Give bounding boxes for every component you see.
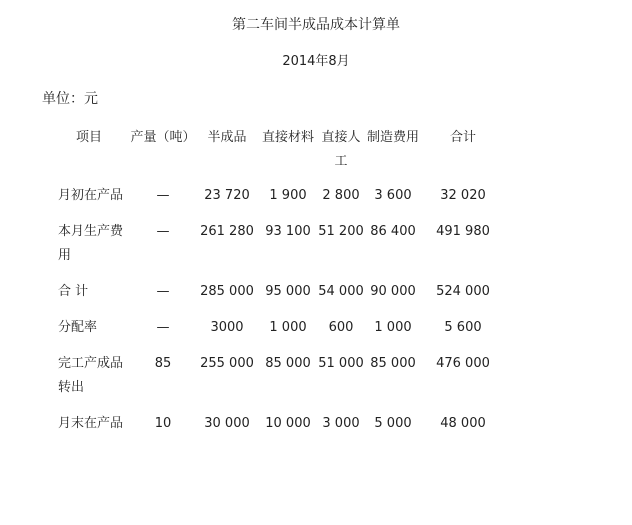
column-header-direct-labor: 直接人工 — [321, 130, 361, 169]
unit-label: 单位：元 — [42, 91, 98, 107]
overhead-cell: 3 600 — [374, 188, 412, 203]
total-cell: 48 000 — [440, 416, 486, 431]
direct-materials-cell: 1 000 — [269, 320, 307, 335]
semi-finished-cell: 23 720 — [204, 188, 250, 203]
direct-materials-cell: 93 100 — [265, 224, 311, 239]
overhead-cell: 1 000 — [374, 320, 412, 335]
header-row — [48, 126, 504, 180]
column-header-manufacturing-overhead: 制造费用 — [366, 130, 419, 145]
overhead-cell: 86 400 — [370, 224, 416, 239]
total-cell: 524 000 — [436, 284, 490, 299]
column-header-direct-materials: 直接材料 — [261, 130, 314, 145]
quantity-cell: — — [156, 320, 170, 335]
quantity-cell: 10 — [154, 416, 172, 431]
column-header-quantity: 产量（吨） — [130, 130, 196, 145]
document-title: 第二车间半成品成本计算单 — [232, 17, 400, 33]
total-cell: 491 980 — [436, 224, 490, 239]
row-item-cell: 本月生产费用 — [58, 224, 124, 263]
document-date: 2014年8月 — [282, 54, 350, 69]
table-row — [48, 276, 504, 312]
cost-table — [48, 126, 504, 444]
row-item-cell: 月末在产品 — [58, 416, 124, 431]
table-row — [48, 180, 504, 216]
semi-finished-cell: 261 280 — [200, 224, 254, 239]
row-item-cell: 完工产成品转出 — [58, 356, 124, 395]
total-cell: 5 600 — [444, 320, 482, 335]
direct-materials-cell: 95 000 — [265, 284, 311, 299]
quantity-cell: — — [156, 284, 170, 299]
quantity-cell: — — [156, 188, 170, 203]
quantity-cell: — — [156, 224, 170, 239]
column-header-item: 项目 — [75, 130, 102, 145]
direct-labor-cell: 3 000 — [322, 416, 360, 431]
row-item-cell: 合 计 — [58, 284, 89, 299]
overhead-cell: 5 000 — [374, 416, 412, 431]
direct-labor-cell: 600 — [328, 320, 354, 335]
row-item-cell: 月初在产品 — [58, 188, 124, 203]
table-row — [48, 348, 504, 408]
direct-materials-cell: 10 000 — [265, 416, 311, 431]
overhead-cell: 85 000 — [370, 356, 416, 371]
table-row — [48, 408, 504, 444]
direct-labor-cell: 51 200 — [318, 224, 364, 239]
total-cell: 32 020 — [440, 188, 486, 203]
semi-finished-cell: 285 000 — [200, 284, 254, 299]
semi-finished-cell: 255 000 — [200, 356, 254, 371]
direct-labor-cell: 2 800 — [322, 188, 360, 203]
semi-finished-cell: 3000 — [210, 320, 244, 335]
column-header-semi-finished: 半成品 — [207, 130, 247, 145]
quantity-cell: 85 — [154, 356, 172, 371]
table-row — [48, 312, 504, 348]
overhead-cell: 90 000 — [370, 284, 416, 299]
total-cell: 476 000 — [436, 356, 490, 371]
row-item-cell: 分配率 — [58, 320, 98, 335]
table-row — [48, 216, 504, 276]
column-header-total: 合计 — [449, 130, 476, 145]
direct-labor-cell: 51 000 — [318, 356, 364, 371]
direct-labor-cell: 54 000 — [318, 284, 364, 299]
semi-finished-cell: 30 000 — [204, 416, 250, 431]
direct-materials-cell: 1 900 — [269, 188, 307, 203]
direct-materials-cell: 85 000 — [265, 356, 311, 371]
